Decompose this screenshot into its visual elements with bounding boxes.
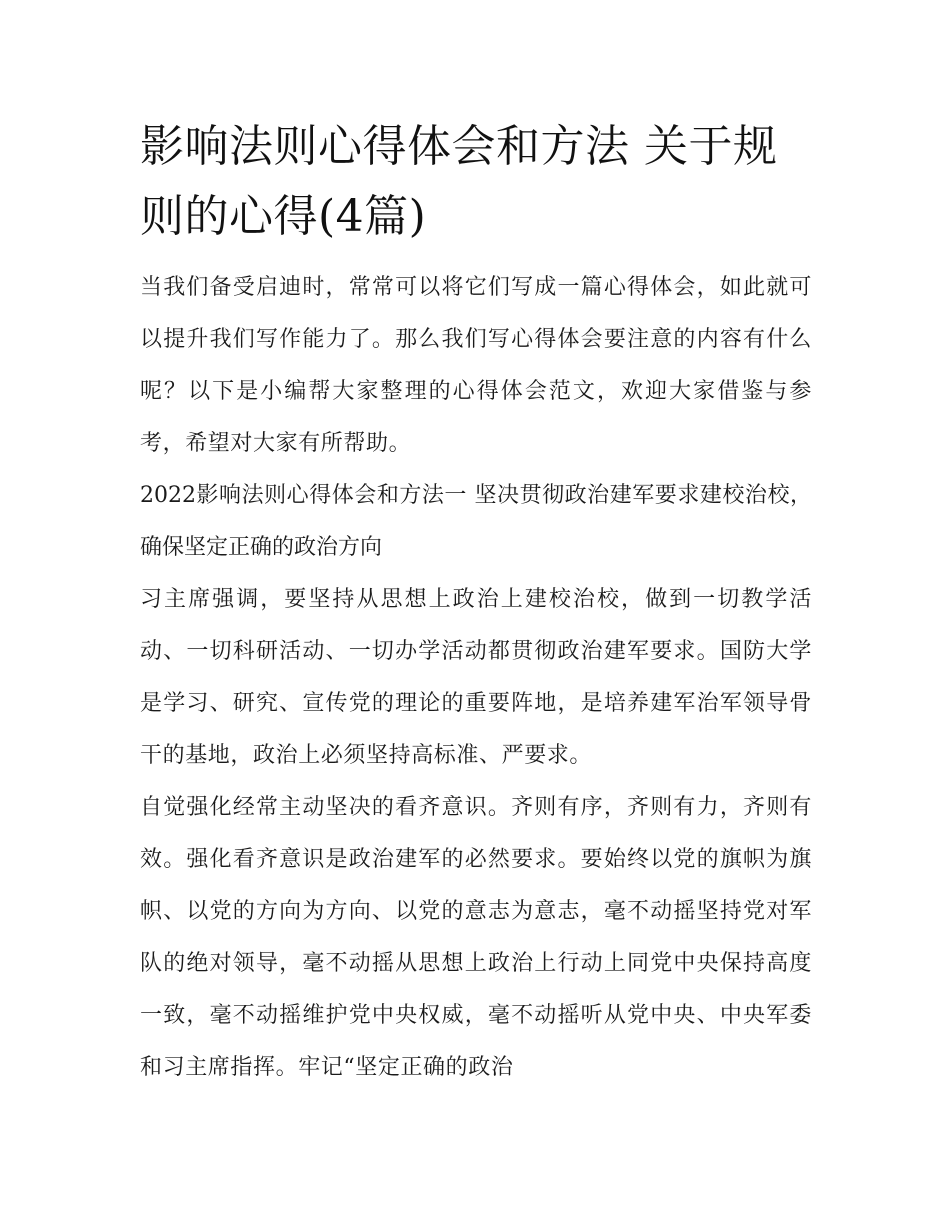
document-title: 影响法则心得体会和方法 关于规则的心得(4篇) [140,121,778,242]
intro-paragraph: 当我们备受启迪时，常常可以将它们写成一篇心得体会，如此就可以提升我们写作能力了。那么我们写心得体会要注意的内容有什么呢？以下是小编帮大家整理的心得体会范文，欢迎大家借鉴与参考，希望对大家有所帮助。 [140,275,812,456]
section-heading: 2022影响法则心得体会和方法一 坚决贯彻政治建军要求建校治校，确保坚定正确的政治方向 [140,483,812,560]
body-paragraph: 习主席强调，要坚持从思想上政治上建校治校，做到一切教学活动、一切科研活动、一切办学活动都贯彻政治建军要求。国防大学是学习、研究、宣传党的理论的重要阵地，是培养建军治军领导骨干的基地，政治上必须坚持高标准、严要求。 [140,587,812,768]
document-page [140,112,812,1094]
body-paragraph: 自觉强化经常主动坚决的看齐意识。齐则有序，齐则有力，齐则有效。强化看齐意识是政治建军的必然要求。要始终以党的旗帜为旗帜、以党的方向为方向、以党的意志为意志，毫不动摇坚持党对军队的绝对领导，毫不动摇从思想上政治上行动上同党中央保持高度一致，毫不动摇维护党中央权威，毫不动摇听从党中央、中央军委和习主席指挥。牢记“坚定正确的政治 [140,795,812,1080]
